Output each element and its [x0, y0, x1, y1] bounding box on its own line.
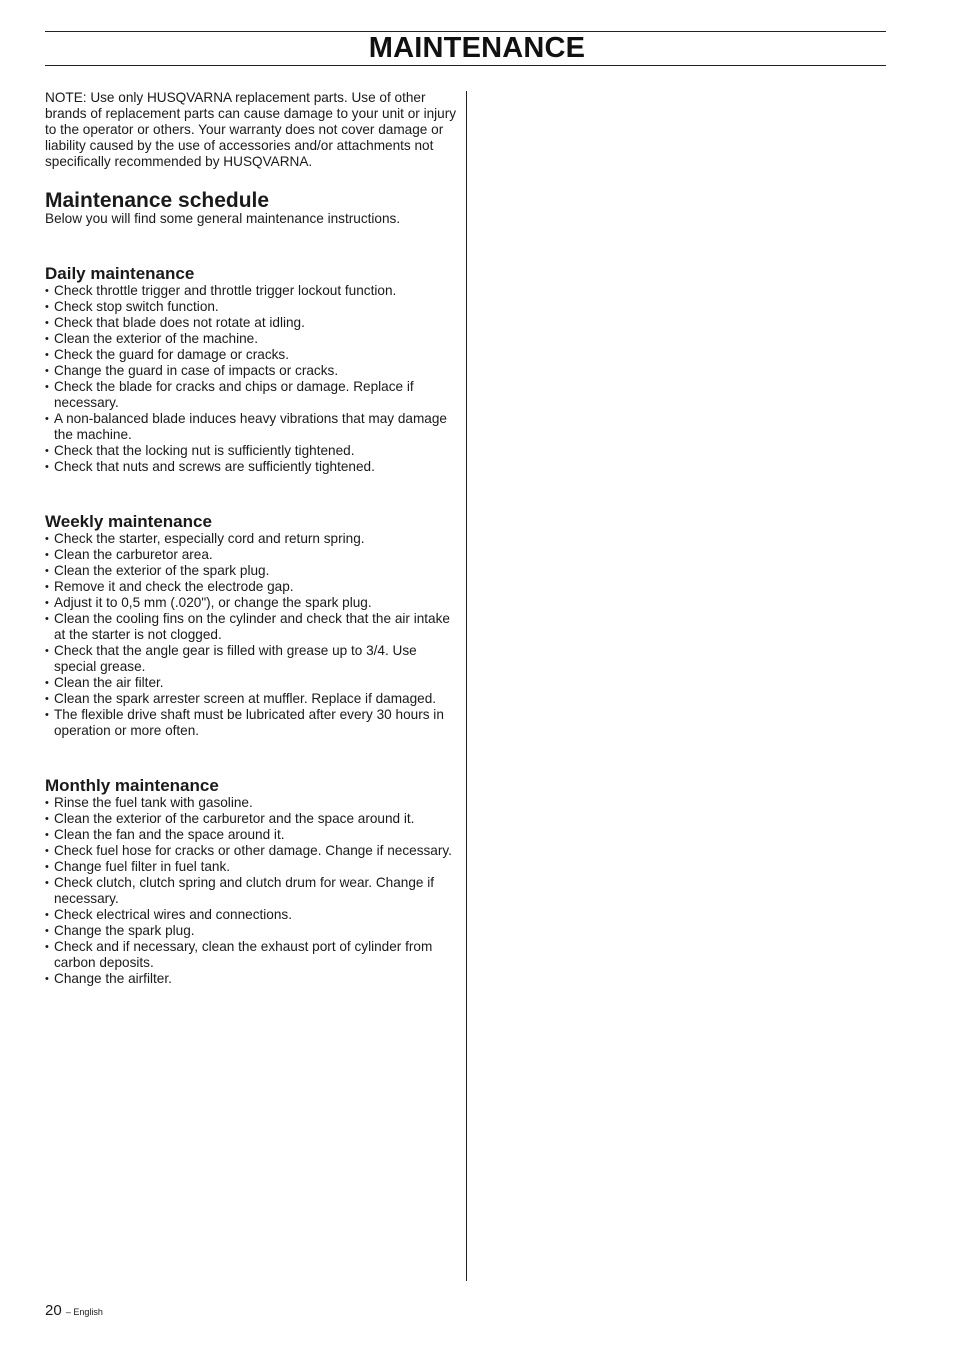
- list-item: • Change the spark plug.: [45, 923, 457, 939]
- list-item: • Clean the carburetor area.: [45, 547, 457, 563]
- list-item: • Clean the exterior of the spark plug.: [45, 563, 457, 579]
- list-item: • Clean the fan and the space around it.: [45, 827, 457, 843]
- schedule-intro: Below you will find some general maintenance instructions.: [45, 211, 401, 226]
- list-item: • Change the airfilter.: [45, 971, 457, 987]
- list-item: • Clean the cooling fins on the cylinder and check that the air intake at the starter is not clogged.: [45, 611, 457, 643]
- list-item: • Clean the air filter.: [45, 675, 457, 691]
- list-item: • A non-balanced blade induces heavy vibrations that may damage the machine.: [45, 411, 457, 443]
- page-footer: [45, 1302, 103, 1321]
- weekly-maintenance-heading: Weekly maintenance: [45, 512, 212, 531]
- footer-language: – English: [65, 1307, 103, 1317]
- list-item: • Clean the exterior of the machine.: [45, 331, 457, 347]
- list-item: • Check the starter, especially cord and return spring.: [45, 531, 457, 547]
- list-item: • The flexible drive shaft must be lubricated after every 30 hours in operation or more often.: [45, 707, 457, 739]
- left-column: [45, 90, 457, 987]
- list-item: • Change the guard in case of impacts or cracks.: [45, 363, 457, 379]
- list-item: • Rinse the fuel tank with gasoline.: [45, 795, 457, 811]
- list-item: • Check that blade does not rotate at idling.: [45, 315, 457, 331]
- monthly-maintenance-heading: Monthly maintenance: [45, 776, 219, 795]
- daily-maintenance-list: [45, 283, 457, 475]
- list-item: • Check clutch, clutch spring and clutch drum for wear. Change if necessary.: [45, 875, 457, 907]
- column-divider: [466, 91, 467, 1281]
- weekly-maintenance-list: [45, 531, 457, 739]
- note-paragraph: NOTE: Use only HUSQVARNA replacement parts. Use of other brands of replacement parts can cause damage to your unit or injury to the operator or others. Your warranty does not cover damage or liability caused by the use of accessories and/or attachments not specifically recommended by HUSQVARNA.: [45, 90, 457, 169]
- daily-maintenance-heading: Daily maintenance: [45, 264, 195, 283]
- list-item: • Check the blade for cracks and chips or damage. Replace if necessary.: [45, 379, 457, 411]
- page-number: 20: [45, 1302, 62, 1319]
- list-item: • Check and if necessary, clean the exhaust port of cylinder from carbon deposits.: [45, 939, 457, 971]
- page-title: MAINTENANCE: [368, 32, 586, 64]
- list-item: • Remove it and check the electrode gap.: [45, 579, 457, 595]
- list-item: • Check fuel hose for cracks or other damage. Change if necessary.: [45, 843, 457, 859]
- maintenance-schedule-heading: Maintenance schedule: [45, 189, 270, 212]
- list-item: • Check that nuts and screws are sufficiently tightened.: [45, 459, 457, 475]
- list-item: • Adjust it to 0,5 mm (.020"), or change the spark plug.: [45, 595, 457, 611]
- list-item: • Check stop switch function.: [45, 299, 457, 315]
- list-item: • Clean the spark arrester screen at muffler. Replace if damaged.: [45, 691, 457, 707]
- list-item: • Check that the locking nut is sufficiently tightened.: [45, 443, 457, 459]
- list-item: • Check throttle trigger and throttle trigger lockout function.: [45, 283, 457, 299]
- list-item: • Check the guard for damage or cracks.: [45, 347, 457, 363]
- list-item: • Change fuel filter in fuel tank.: [45, 859, 457, 875]
- monthly-maintenance-list: [45, 795, 457, 987]
- list-item: • Check electrical wires and connections.: [45, 907, 457, 923]
- list-item: • Clean the exterior of the carburetor and the space around it.: [45, 811, 457, 827]
- header-rule-bottom: [45, 65, 886, 66]
- list-item: • Check that the angle gear is filled with grease up to 3/4. Use special grease.: [45, 643, 457, 675]
